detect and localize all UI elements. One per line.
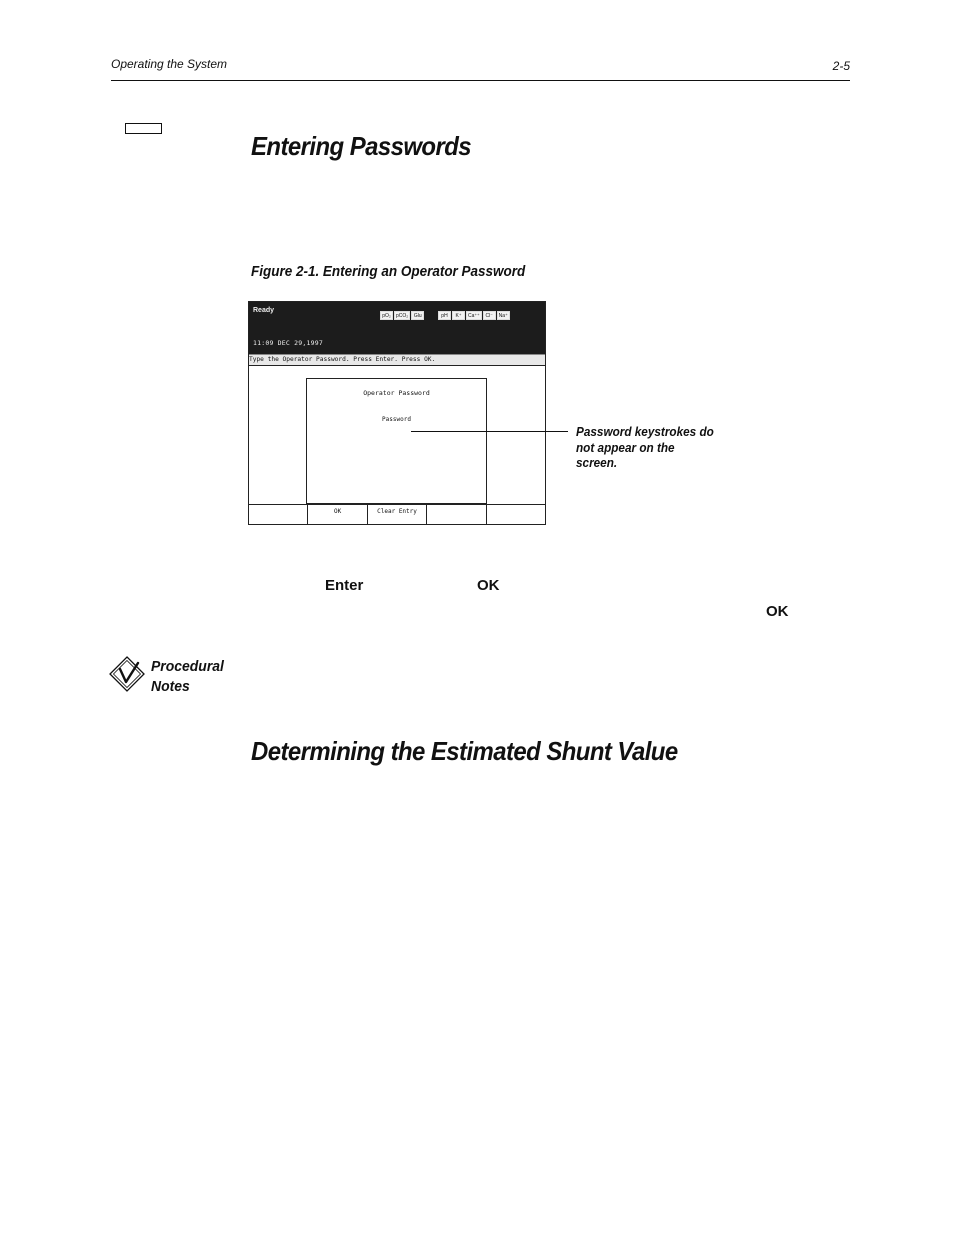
password-label: Password [382,416,411,423]
running-head: Operating the System [111,57,228,71]
screen-status: Ready [253,307,275,314]
screen-status-bar [249,302,545,354]
softkey-4[interactable] [427,505,486,525]
procedural-notes-line1: Procedural [151,658,224,675]
indicator-group-2 [438,311,511,320]
indicator-ca: Ca⁺⁺ [468,313,480,319]
page-number: 2-5 [832,59,850,73]
indicator-po2: pO₂ [380,311,393,320]
keyword-ok: OK [477,577,500,594]
operator-password-dialog [306,378,487,504]
softkey-bar [249,504,545,525]
figure-caption: Figure 2-1. Entering an Operator Password [251,264,526,280]
indicator-glu: Glu [411,311,424,320]
procedural-notes-label [151,657,224,696]
softkey-1[interactable] [249,505,308,525]
screen-figure [248,301,546,525]
indicator-k: K⁺ [452,311,465,320]
indicator-ph: pH [438,311,451,320]
softkey-ok[interactable]: OK [308,505,367,525]
screen-prompt: Type the Operator Password. Press Enter. Press OK. [249,354,545,366]
section-title-entering-passwords: Entering Passwords [251,131,472,161]
section-title-estimated-shunt: Determining the Estimated Shunt Value [251,736,678,766]
keyword-ok-2: OK [766,603,789,620]
softkey-5[interactable] [487,505,545,525]
indicator-na: Na⁺ [498,313,508,319]
indicator-group-1 [380,311,425,320]
callout-text: Password keystrokes do not appear on the screen. [576,425,714,470]
keyword-enter: Enter [325,577,364,594]
header-rule [111,80,850,81]
callout-leader-line [411,431,568,432]
procedural-notes-line2: Notes [151,677,190,695]
password-input[interactable] [125,123,162,134]
dialog-title: Operator Password [363,389,430,397]
screen-datetime: 11:09 DEC 29,1997 [253,339,323,347]
indicator-cl: Cl⁻ [483,311,496,320]
indicator-pco2: pCO₂ [396,313,409,319]
softkey-clear-entry[interactable]: Clear Entry [368,505,427,525]
checkmark-diamond-icon [108,655,146,693]
